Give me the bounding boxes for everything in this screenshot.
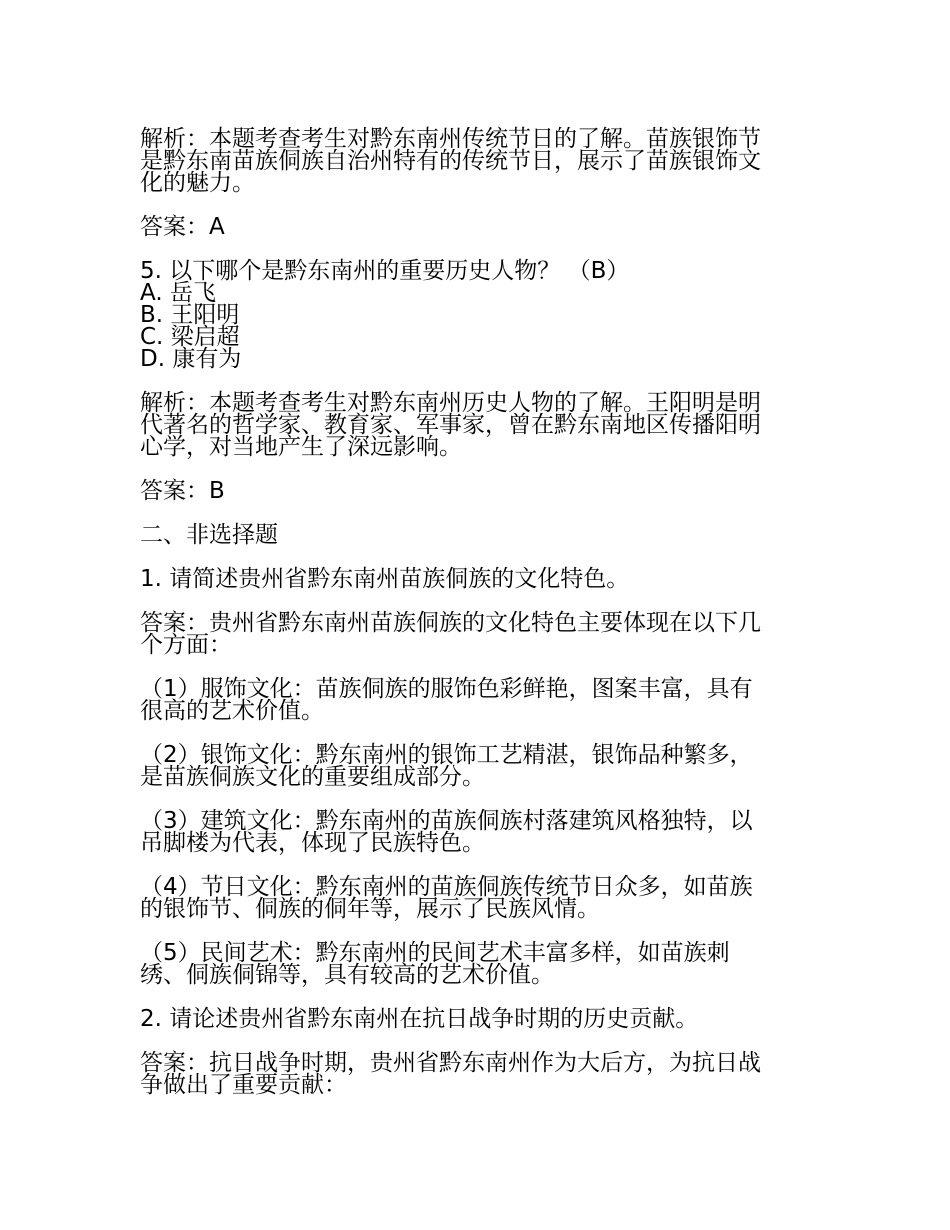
nq1-point-1 (140, 678, 820, 722)
q5-option-a: A. 岳飞 (140, 280, 216, 306)
text-line: 是苗族侗族文化的重要组成部分。 (140, 764, 485, 790)
text-line: 是黔东南苗族侗族自治州特有的传统节日，展示了苗族银饰文 (140, 148, 761, 174)
nq1-answer-intro (140, 612, 820, 656)
text-line: 解析：本题考查考生对黔东南州传统节日的了解。苗族银饰节 (140, 126, 761, 152)
q5-explanation (140, 392, 820, 458)
text-line: （2）银饰文化：黔东南州的银饰工艺精湛，银饰品种繁多， (140, 742, 753, 768)
question-line: 2. 请论述贵州省黔东南州在抗日战争时期的历史贡献。 (140, 1006, 699, 1032)
q5-option-d: D. 康有为 (140, 346, 242, 372)
q4-answer (140, 216, 820, 238)
q4-explanation (140, 128, 820, 194)
text-line: 答案：抗日战争时期，贵州省黔东南州作为大后方，为抗日战 (140, 1050, 761, 1076)
text-line: 解析：本题考查考生对黔东南州历史人物的了解。王阳明是明 (140, 390, 761, 416)
nq2-question (140, 1008, 820, 1030)
text-line: 个方面： (140, 632, 232, 658)
text-line: 化的魅力。 (140, 170, 255, 196)
heading-line: 二、非选择题 (140, 522, 278, 548)
nq1-question (140, 568, 820, 590)
text-line: 绣、侗族侗锦等，具有较高的艺术价值。 (140, 962, 554, 988)
nq1-point-3 (140, 810, 820, 854)
q5-block (140, 260, 820, 370)
text-line: （1）服饰文化：苗族侗族的服饰色彩鲜艳，图案丰富，具有 (140, 676, 753, 702)
text-line: （5）民间艺术：黔东南州的民间艺术丰富多样，如苗族刺 (140, 940, 730, 966)
text-line: 代著名的哲学家、教育家、军事家，曾在黔东南地区传播阳明 (140, 412, 761, 438)
text-line: 吊脚楼为代表，体现了民族特色。 (140, 830, 485, 856)
text-line: 心学，对当地产生了深远影响。 (140, 434, 462, 460)
section-heading (140, 524, 820, 546)
text-line: 争做出了重要贡献： (140, 1072, 347, 1098)
q5-option-c: C. 梁启超 (140, 324, 240, 350)
text-line: 很高的艺术价值。 (140, 698, 324, 724)
answer-line: 答案：B (140, 478, 225, 504)
nq1-point-5 (140, 942, 820, 986)
nq1-point-2 (140, 744, 820, 788)
text-line: 的银饰节、侗族的侗年等，展示了民族风情。 (140, 896, 600, 922)
answer-line: 答案：A (140, 214, 225, 240)
question-line: 1. 请简述贵州省黔东南州苗族侗族的文化特色。 (140, 566, 630, 592)
q5-question: 5. 以下哪个是黔东南州的重要历史人物？ （B） (140, 258, 630, 284)
q5-option-b: B. 王阳明 (140, 302, 240, 328)
text-line: 答案：贵州省黔东南州苗族侗族的文化特色主要体现在以下几 (140, 610, 761, 636)
text-line: （3）建筑文化：黔东南州的苗族侗族村落建筑风格独特，以 (140, 808, 753, 834)
text-line: （4）节日文化：黔东南州的苗族侗族传统节日众多，如苗族 (140, 874, 753, 900)
nq2-answer-intro (140, 1052, 820, 1096)
nq1-point-4 (140, 876, 820, 920)
q5-answer (140, 480, 820, 502)
document-page (140, 128, 820, 1118)
